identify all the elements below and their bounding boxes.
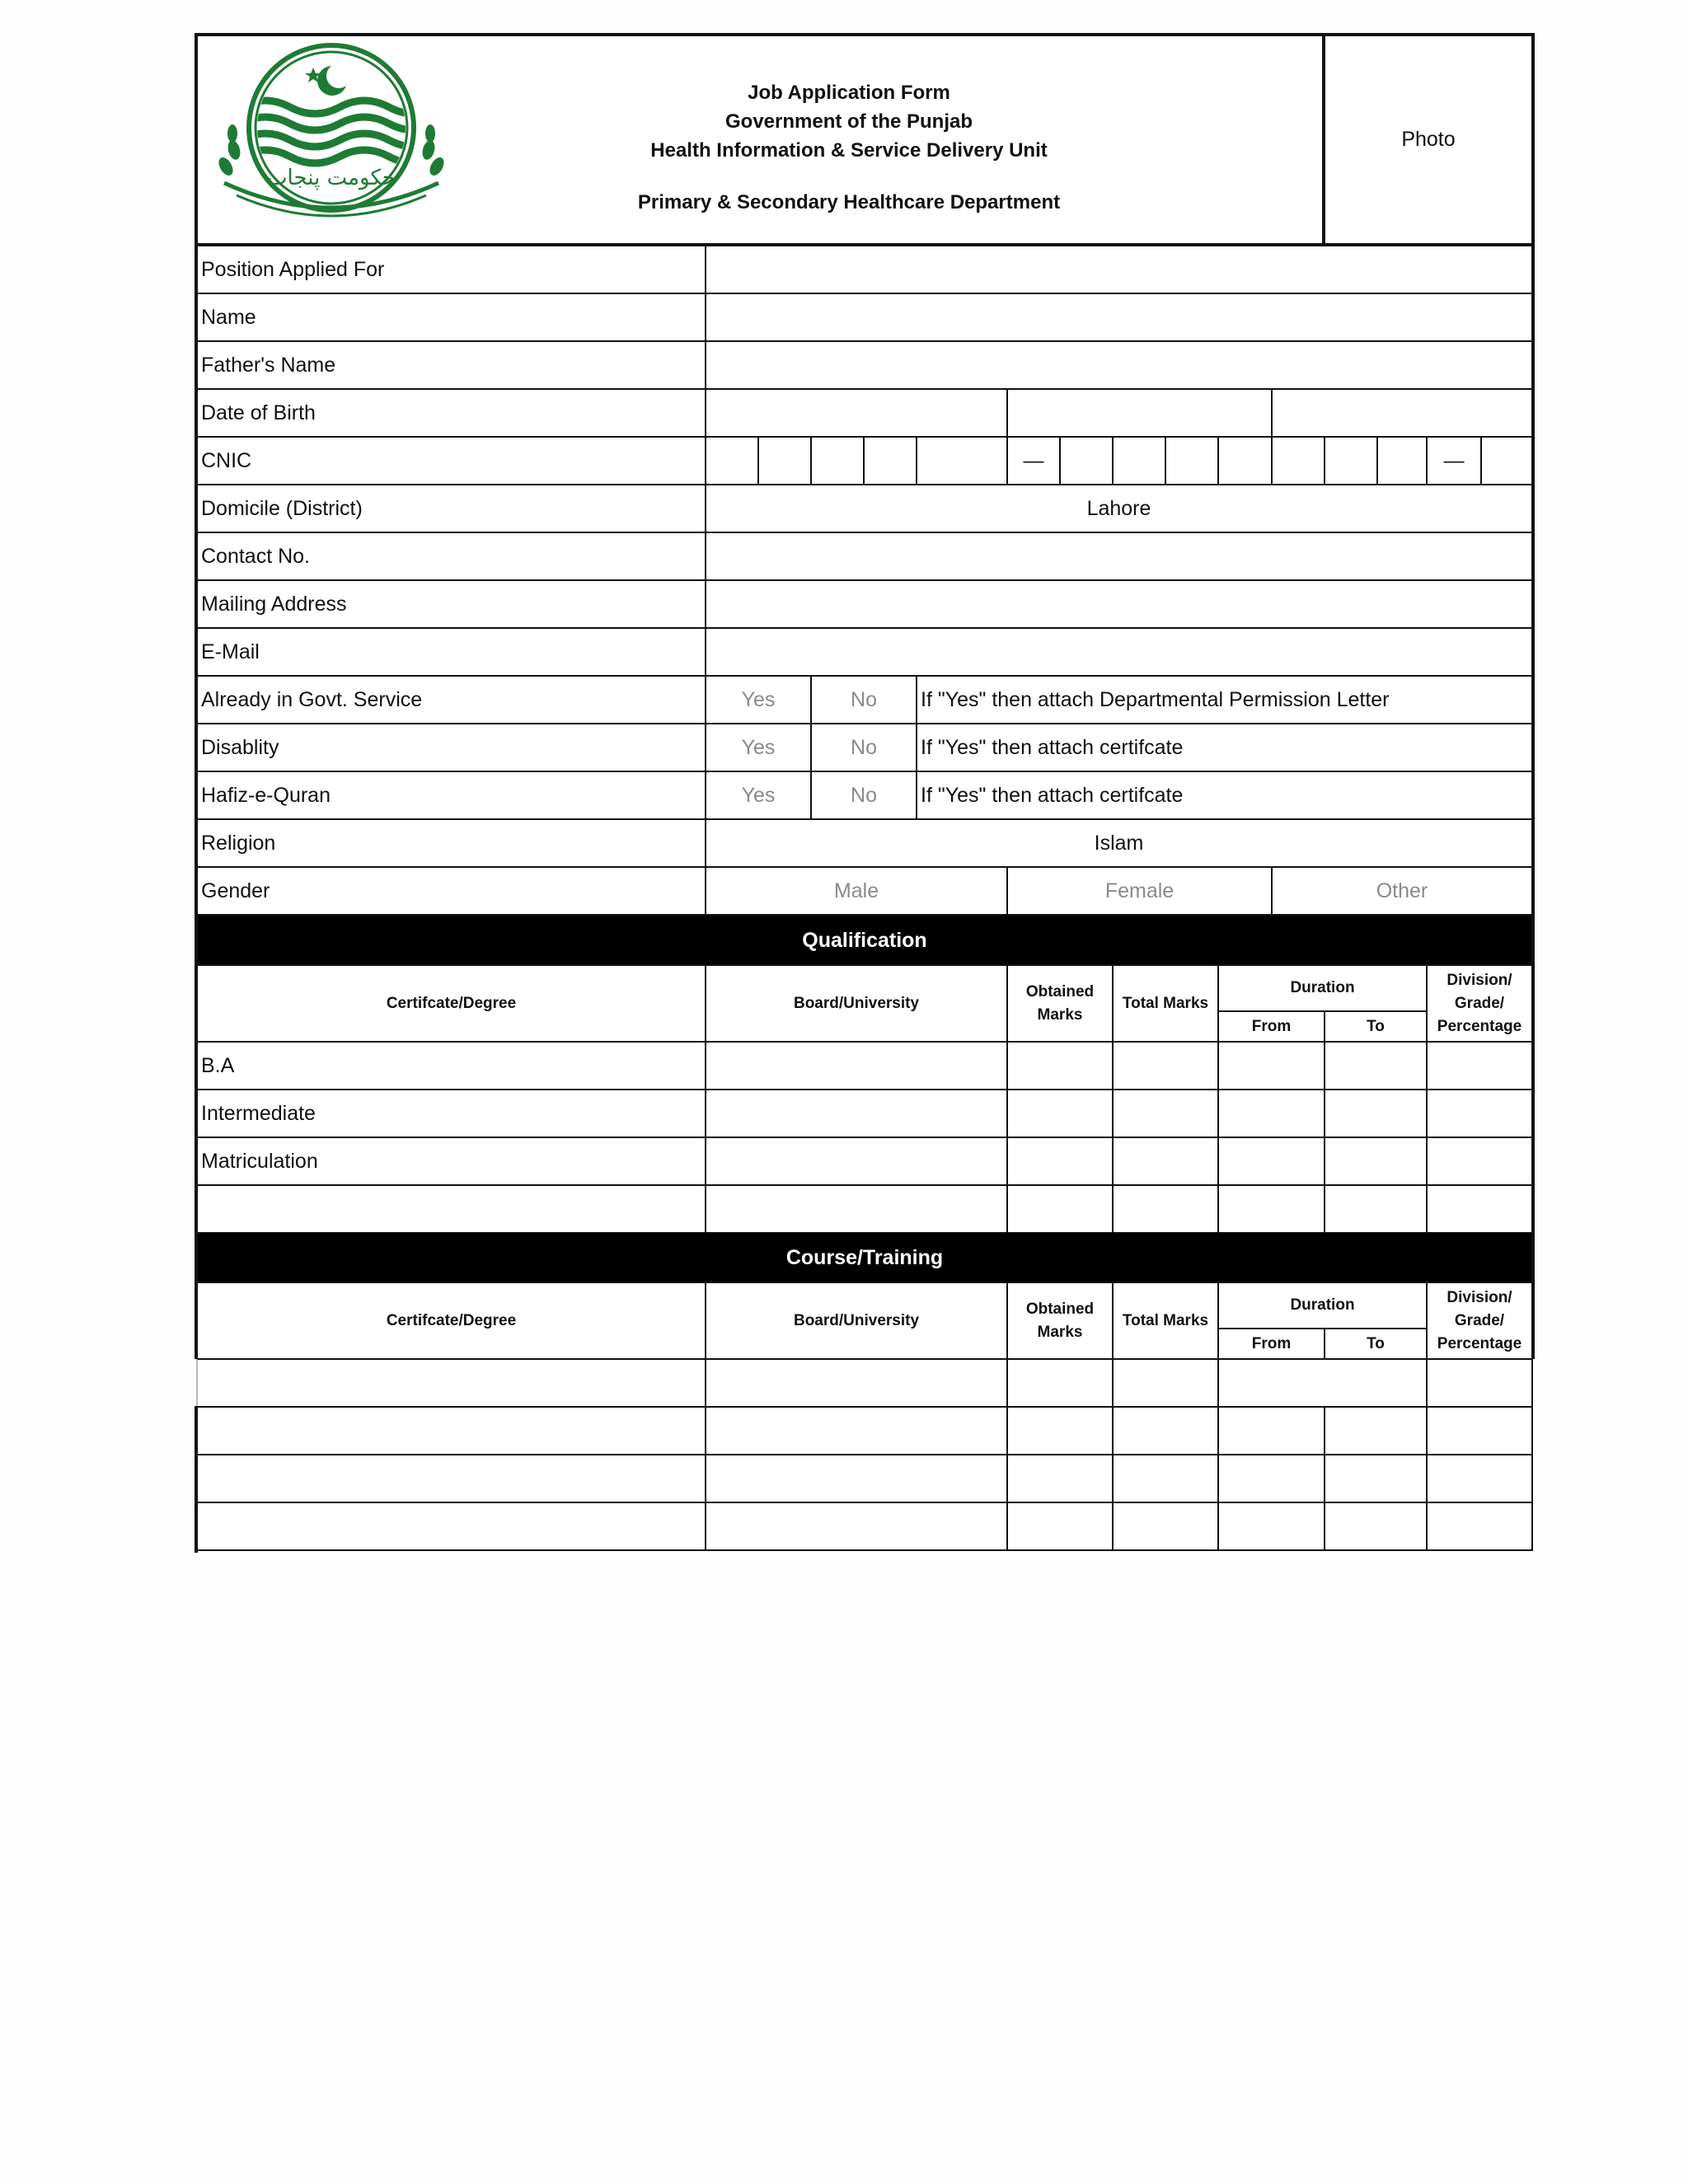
qualification-cell[interactable]	[705, 1089, 1008, 1138]
cnic-separator: —	[1006, 436, 1061, 485]
punjab-emblem-icon	[208, 43, 455, 232]
course-cell[interactable]	[1324, 1454, 1428, 1503]
position-label: Position Applied For	[196, 245, 706, 294]
course-cell[interactable]	[1324, 1502, 1428, 1551]
qualification-cell[interactable]	[705, 1041, 1008, 1090]
course-cell[interactable]	[1112, 1454, 1219, 1503]
col-total: Total Marks	[1112, 964, 1219, 1043]
cnic-digit[interactable]	[810, 436, 865, 485]
cnic-digit[interactable]	[1059, 436, 1114, 485]
course-cell[interactable]	[196, 1454, 706, 1503]
cnic-digit[interactable]	[757, 436, 812, 485]
form-title: Job Application Form	[748, 82, 950, 104]
qualification-cell[interactable]	[1217, 1089, 1325, 1138]
course-cell[interactable]	[1426, 1358, 1533, 1408]
course-cell[interactable]	[1217, 1502, 1325, 1551]
course-cell[interactable]	[1006, 1502, 1114, 1551]
govt-service-no[interactable]: No	[810, 675, 917, 724]
address-label: Mailing Address	[196, 579, 706, 629]
col-to: To	[1324, 1010, 1428, 1043]
domicile-label: Domicile (District)	[196, 484, 706, 533]
col-from: From	[1217, 1010, 1325, 1043]
gender-label: Gender	[196, 866, 706, 916]
qualification-cell[interactable]	[1426, 1089, 1533, 1138]
qualification-cell[interactable]	[1112, 1137, 1219, 1186]
hafiz-label: Hafiz-e-Quran	[196, 771, 706, 820]
name-label: Name	[196, 293, 706, 342]
course-cell[interactable]	[1112, 1406, 1219, 1455]
dob-year-field[interactable]	[1271, 388, 1533, 438]
qualification-row-label[interactable]	[196, 1184, 706, 1234]
course-cell[interactable]	[1112, 1502, 1219, 1551]
qualification-cell[interactable]	[1324, 1137, 1428, 1186]
course-cell[interactable]	[1426, 1406, 1533, 1455]
course-cell[interactable]	[1324, 1406, 1428, 1455]
qualification-cell[interactable]	[1112, 1041, 1219, 1090]
course-cell[interactable]	[1112, 1358, 1219, 1408]
logo-urdu-text: حکومت پنجاب	[267, 166, 396, 190]
course-col-from: From	[1217, 1328, 1325, 1360]
gender-male[interactable]: Male	[705, 866, 1008, 916]
religion-label: Religion	[196, 818, 706, 868]
unit-name: Health Information & Service Delivery Unit	[650, 139, 1048, 162]
email-label: E-Mail	[196, 627, 706, 677]
col-duration: Duration	[1217, 964, 1428, 1012]
course-cell[interactable]	[1217, 1454, 1325, 1503]
course-cell[interactable]	[705, 1454, 1008, 1503]
course-cell[interactable]	[1426, 1502, 1533, 1551]
disability-yes[interactable]: Yes	[705, 723, 812, 772]
qualification-row-label: Matriculation	[196, 1137, 706, 1186]
course-col-division: Division/ Grade/ Percentage	[1426, 1282, 1533, 1360]
qualification-cell[interactable]	[1006, 1041, 1114, 1090]
contact-field[interactable]	[705, 532, 1533, 581]
qualification-row-label: B.A	[196, 1041, 706, 1090]
qualification-cell[interactable]	[1006, 1137, 1114, 1186]
cnic-digit[interactable]	[1324, 436, 1378, 485]
govt-service-label: Already in Govt. Service	[196, 675, 706, 724]
gender-female[interactable]: Female	[1006, 866, 1273, 916]
cnic-digit[interactable]	[863, 436, 917, 485]
department-name: Primary & Secondary Healthcare Department	[637, 191, 1061, 213]
course-cell[interactable]	[196, 1502, 706, 1551]
header-titles	[495, 78, 1203, 217]
qualification-header: Qualification	[196, 916, 1533, 965]
email-field[interactable]	[705, 627, 1533, 677]
qualification-cell[interactable]	[705, 1184, 1008, 1234]
course-cell[interactable]	[705, 1406, 1008, 1455]
govt-service-note: If "Yes" then attach Departmental Permission Letter	[916, 675, 1533, 724]
domicile-field[interactable]: Lahore	[705, 484, 1533, 533]
cnic-digit[interactable]	[916, 436, 1008, 485]
qualification-row-label: Intermediate	[196, 1089, 706, 1138]
qualification-cell[interactable]	[1006, 1184, 1114, 1234]
disability-note: If "Yes" then attach certifcate	[916, 723, 1533, 772]
qualification-cell[interactable]	[1324, 1089, 1428, 1138]
qualification-cell[interactable]	[1112, 1184, 1219, 1234]
course-cell[interactable]	[1006, 1406, 1114, 1455]
course-cell[interactable]	[1217, 1406, 1325, 1455]
course-col-board: Board/University	[705, 1282, 1008, 1360]
position-field[interactable]	[705, 245, 1533, 294]
cnic-digit[interactable]	[705, 436, 759, 485]
qualification-cell[interactable]	[1426, 1184, 1533, 1234]
disability-no[interactable]: No	[810, 723, 917, 772]
cnic-digit[interactable]	[1217, 436, 1273, 485]
header-bottom-border	[195, 243, 1535, 246]
course-cell[interactable]	[1217, 1358, 1428, 1408]
course-col-total: Total Marks	[1112, 1282, 1219, 1360]
course-cell[interactable]	[1006, 1454, 1114, 1503]
cnic-digit[interactable]	[1165, 436, 1219, 485]
photo-box[interactable]	[1325, 36, 1531, 243]
course-training-header: Course/Training	[196, 1233, 1533, 1282]
dob-label: Date of Birth	[196, 388, 706, 438]
course-cell[interactable]	[1426, 1454, 1533, 1503]
qualification-cell[interactable]	[1006, 1089, 1114, 1138]
qualification-cell[interactable]	[1426, 1137, 1533, 1186]
col-board: Board/University	[705, 964, 1008, 1043]
form-right-border	[1531, 245, 1535, 1359]
cnic-digit[interactable]	[1271, 436, 1325, 485]
course-cell[interactable]	[1006, 1358, 1114, 1408]
course-cell[interactable]	[705, 1502, 1008, 1551]
course-cell[interactable]	[196, 1406, 706, 1455]
religion-field[interactable]: Islam	[705, 818, 1533, 868]
disability-label: Disablity	[196, 723, 706, 772]
govt-service-yes[interactable]: Yes	[705, 675, 812, 724]
col-certificate: Certifcate/Degree	[196, 964, 706, 1043]
form-left-border-lower	[195, 1406, 198, 1553]
hafiz-yes[interactable]: Yes	[705, 771, 812, 820]
qualification-cell[interactable]	[1217, 1137, 1325, 1186]
qualification-cell[interactable]	[1426, 1041, 1533, 1090]
course-col-certificate: Certifcate/Degree	[196, 1282, 706, 1360]
father-name-field[interactable]	[705, 340, 1533, 390]
course-col-duration: Duration	[1217, 1282, 1428, 1329]
qualification-cell[interactable]	[1217, 1184, 1325, 1234]
name-field[interactable]	[705, 293, 1533, 342]
cnic-digit[interactable]	[1376, 436, 1428, 485]
hafiz-note: If "Yes" then attach certifcate	[916, 771, 1533, 820]
course-col-obtained: Obtained Marks	[1006, 1282, 1114, 1360]
qualification-cell[interactable]	[705, 1137, 1008, 1186]
dob-month-field[interactable]	[1006, 388, 1273, 438]
cnic-digit[interactable]	[1480, 436, 1533, 485]
dob-day-field[interactable]	[705, 388, 1008, 438]
course-col-to: To	[1324, 1328, 1428, 1360]
organization-name: Government of the Punjab	[724, 110, 973, 133]
cnic-label: CNIC	[196, 436, 706, 485]
address-field[interactable]	[705, 579, 1533, 629]
contact-label: Contact No.	[196, 532, 706, 581]
col-obtained: Obtained Marks	[1006, 964, 1114, 1043]
government-logo	[208, 43, 455, 232]
qualification-cell[interactable]	[1324, 1184, 1428, 1234]
hafiz-no[interactable]: No	[810, 771, 917, 820]
cnic-digit[interactable]	[1112, 436, 1166, 485]
course-cell[interactable]	[705, 1358, 1008, 1408]
cnic-separator: —	[1426, 436, 1482, 485]
course-cell[interactable]	[196, 1358, 706, 1408]
form-left-border	[195, 245, 198, 1359]
col-division: Division/ Grade/ Percentage	[1426, 964, 1533, 1043]
gender-other[interactable]: Other	[1271, 866, 1533, 916]
qualification-cell[interactable]	[1217, 1041, 1325, 1090]
qualification-cell[interactable]	[1112, 1089, 1219, 1138]
photo-label: Photo	[1401, 128, 1456, 151]
father-name-label: Father's Name	[196, 340, 706, 390]
qualification-cell[interactable]	[1324, 1041, 1428, 1090]
